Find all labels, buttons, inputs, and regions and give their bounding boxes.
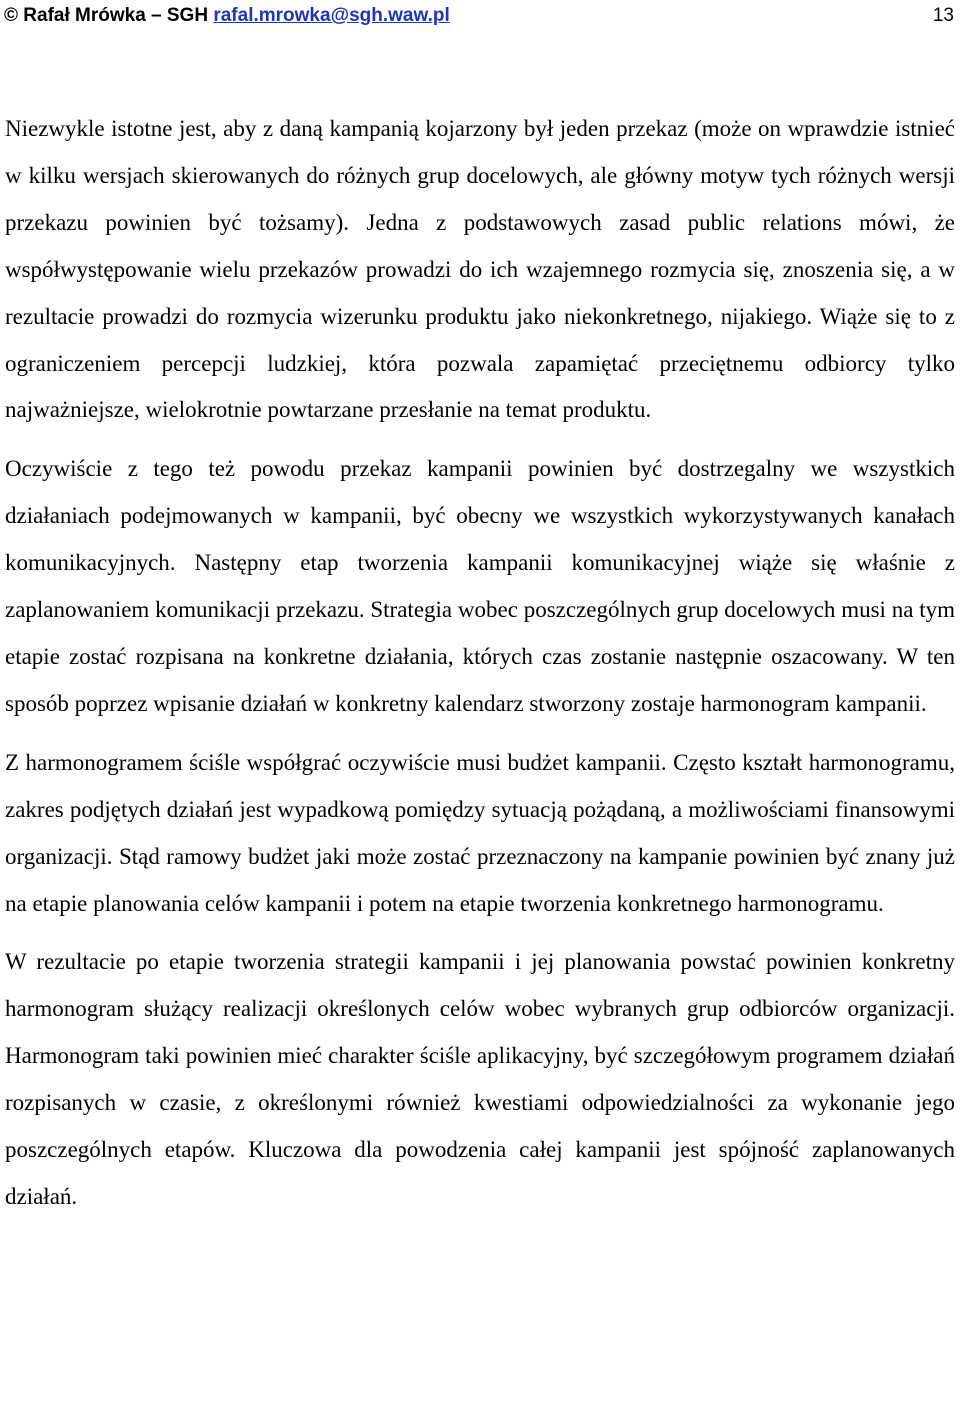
paragraph-2: Oczywiście z tego też powodu przekaz kampanii powinien być dostrzegalny we wszystkich działaniach podejmowanych w kampanii, być obecny we wszystkich wykorzystywanych kanałach komunikacyjnych. Następny etap tworzenia kampanii komunikacyjnej wiąże się właśnie z zaplanowaniem komunikacji przekazu. Strategia wobec poszczególnych grup docelowych musi na tym etapie zostać rozpisana na konkretne działania, których czas zostanie następnie oszacowany. W ten sposób poprzez wpisanie działań w konkretny kalendarz stworzony zostaje harmonogram kampanii.: [5, 456, 955, 716]
paragraph-3: Z harmonogramem ściśle współgrać oczywiście musi budżet kampanii. Często kształt harmonogramu, zakres podjętych działań jest wypadkową pomiędzy sytuacją pożądaną, a możliwościami finansowymi organizacji. Stąd ramowy budżet jaki może zostać przeznaczony na kampanie powinien być znany już na etapie planowania celów kampanii i potem na etapie tworzenia konkretnego harmonogramu.: [5, 749, 955, 916]
copyright-author: © Rafał Mrówka – SGH: [4, 5, 209, 26]
paragraph-1: Niezwykle istotne jest, aby z daną kampanią kojarzony był jeden przekaz (może on wprawdzie istnieć w kilku wersjach skierowanych do różnych grup docelowych, ale główny motyw tych różnych wersji przekazu powinien być tożsamy). Jedna z podstawowych zasad public relations mówi, że współwystępowanie wielu przekazów prowadzi do ich wzajemnego rozmycia się, znoszenia się, a w rezultacie prowadzi do rozmycia wizerunku produktu jako niekonkretnego, nijakiego. Wiąże się to z ograniczeniem percepcji ludzkiej, która pozwala zapamiętać przeciętnemu odbiorcy tylko najważniejsze, wielokrotnie powtarzane przesłanie na temat produktu.: [5, 116, 955, 423]
page-number: 13: [932, 5, 954, 26]
author-email-link[interactable]: rafal.mrowka@sgh.waw.pl: [213, 5, 450, 26]
page-header: [4, 4, 956, 28]
paragraph-4: W rezultacie po etapie tworzenia strategii kampanii i jej planowania powstać powinien konkretny harmonogram służący realizacji określonych celów wobec wybranych grup odbiorców organizacji. Harmonogram taki powinien mieć charakter ściśle aplikacyjny, być szczegółowym programem działań rozpisanych w czasie, z określonymi również kwestiami odpowiedzialności za wykonanie jego poszczególnych etapów. Kluczowa dla powodzenia całej kampanii jest spójność zaplanowanych działań.: [5, 949, 955, 1209]
document-body: [5, 106, 955, 1221]
